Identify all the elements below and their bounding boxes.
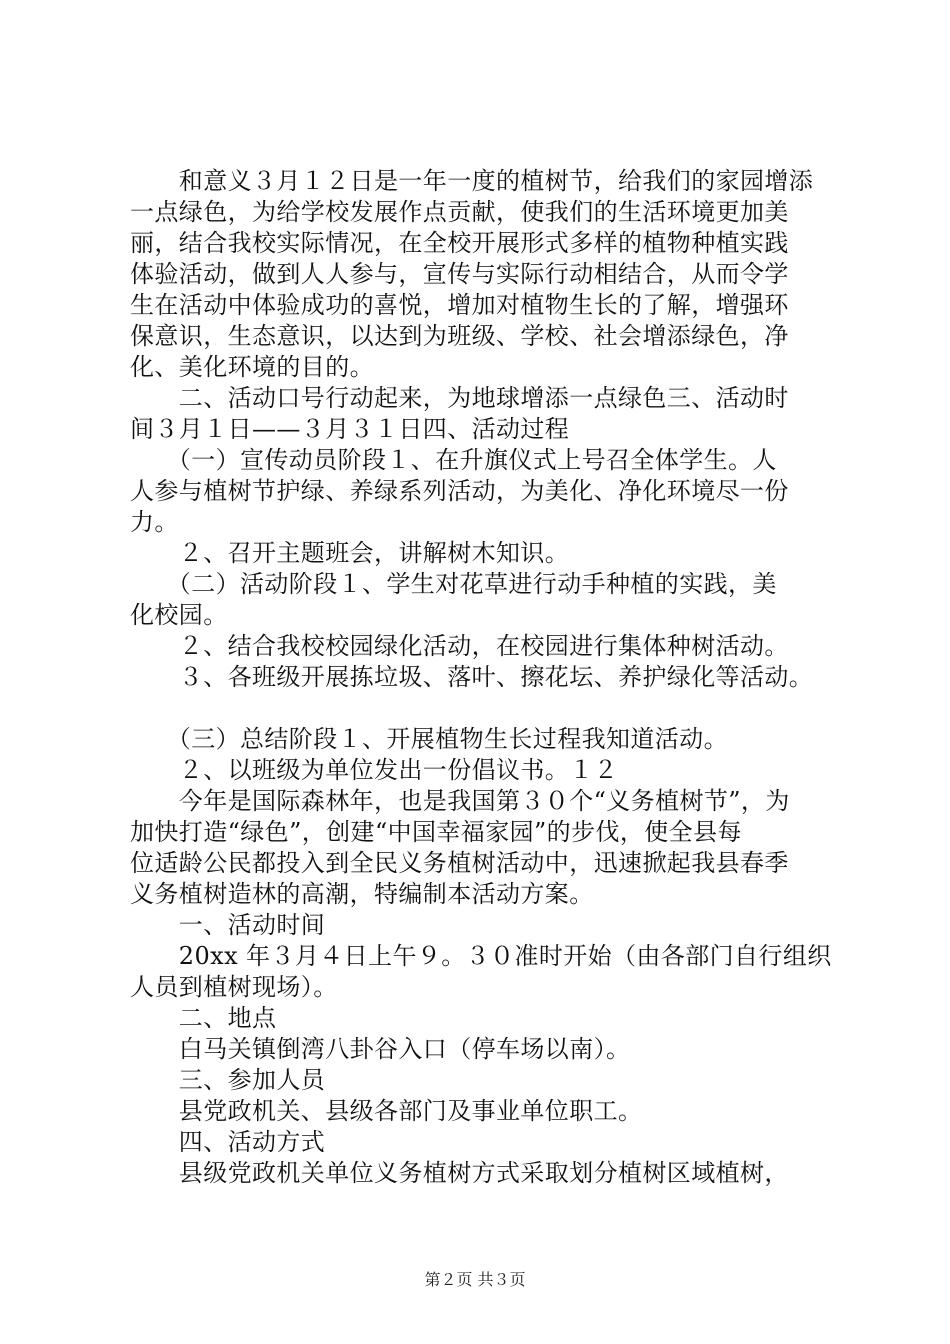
text-line: 位适龄公民都投入到全民义务植树活动中，迅速掀起我县春季 <box>130 849 789 877</box>
text-line: （三）总结阶段１、开展植物生长过程我知道活动。 <box>130 725 728 753</box>
text-line: （二）活动阶段１、学生对花草进行动手种植的实践，美 <box>130 570 777 598</box>
text-line: 一点绿色，为给学校发展作点贡献，使我们的生活环境更加美 <box>130 198 789 226</box>
text-line: 人参与植树节护绿、养绿系列活动，为美化、净化环境尽一份 <box>130 477 789 505</box>
text-line: 和意义３月１２日是一年一度的植树节，给我们的家园增添 <box>130 167 814 195</box>
text-line: 一、活动时间 <box>130 911 326 939</box>
text-line: 加快打造“绿色”，创建“中国幸福家园”的步伐，使全县每 <box>130 818 742 846</box>
text-line: ２、召开主题班会，讲解树木知识。 <box>130 539 570 567</box>
text-line: 义务植树造林的高潮，特编制本活动方案。 <box>130 880 594 908</box>
text-line: 人员到植树现场）。 <box>130 973 338 1001</box>
text-line: 二、地点 <box>130 1004 277 1032</box>
text-line: 二、活动口号行动起来，为地球增添一点绿色三、活动时 <box>130 384 789 412</box>
text-line: 生在活动中体验成功的喜悦，增加对植物生长的了解，增强环 <box>130 291 789 319</box>
text-line: 白马关镇倒湾八卦谷入口（停车场以南）。 <box>130 1035 631 1063</box>
text-line: 间３月１日——３月３１日四、活动过程 <box>130 415 570 443</box>
text-line: 保意识，生态意识，以达到为班级、学校、社会增添绿色，净 <box>130 322 789 350</box>
text-line: ２、以班级为单位发出一份倡议书。１２ <box>130 756 618 784</box>
text-line: ２、结合我校校园绿化活动，在校园进行集体种树活动。 <box>130 632 789 660</box>
text-line: 力。 <box>130 508 179 536</box>
text-line: 今年是国际森林年，也是我国第３０个“义务植树节”，为 <box>130 787 790 815</box>
text-line: 县级党政机关单位义务植树方式采取划分植树区域植树， <box>130 1159 789 1187</box>
text-line: 三、参加人员 <box>130 1066 326 1094</box>
document-body <box>130 166 830 1189</box>
text-line: 20xx 年３月４日上午９。３０准时开始（由各部门自行组织 <box>130 942 832 970</box>
blank-line <box>130 693 830 724</box>
text-line: 四、活动方式 <box>130 1128 326 1156</box>
text-line: 化、美化环境的目的。 <box>130 353 374 381</box>
text-line: 化校园。 <box>130 601 228 629</box>
text-line: 体验活动，做到人人参与，宣传与实际行动相结合，从而令学 <box>130 260 789 288</box>
text-line: （一）宣传动员阶段１、在升旗仪式上号召全体学生。人 <box>130 446 777 474</box>
text-line: 县党政机关、县级各部门及事业单位职工。 <box>130 1097 643 1125</box>
page-footer: 第２页 共３页 <box>424 1270 526 1289</box>
text-line: ３、各班级开展拣垃圾、落叶、擦花坛、养护绿化等活动。 <box>130 663 814 691</box>
text-line: 丽，结合我校实际情况，在全校开展形式多样的植物种植实践 <box>130 229 789 257</box>
